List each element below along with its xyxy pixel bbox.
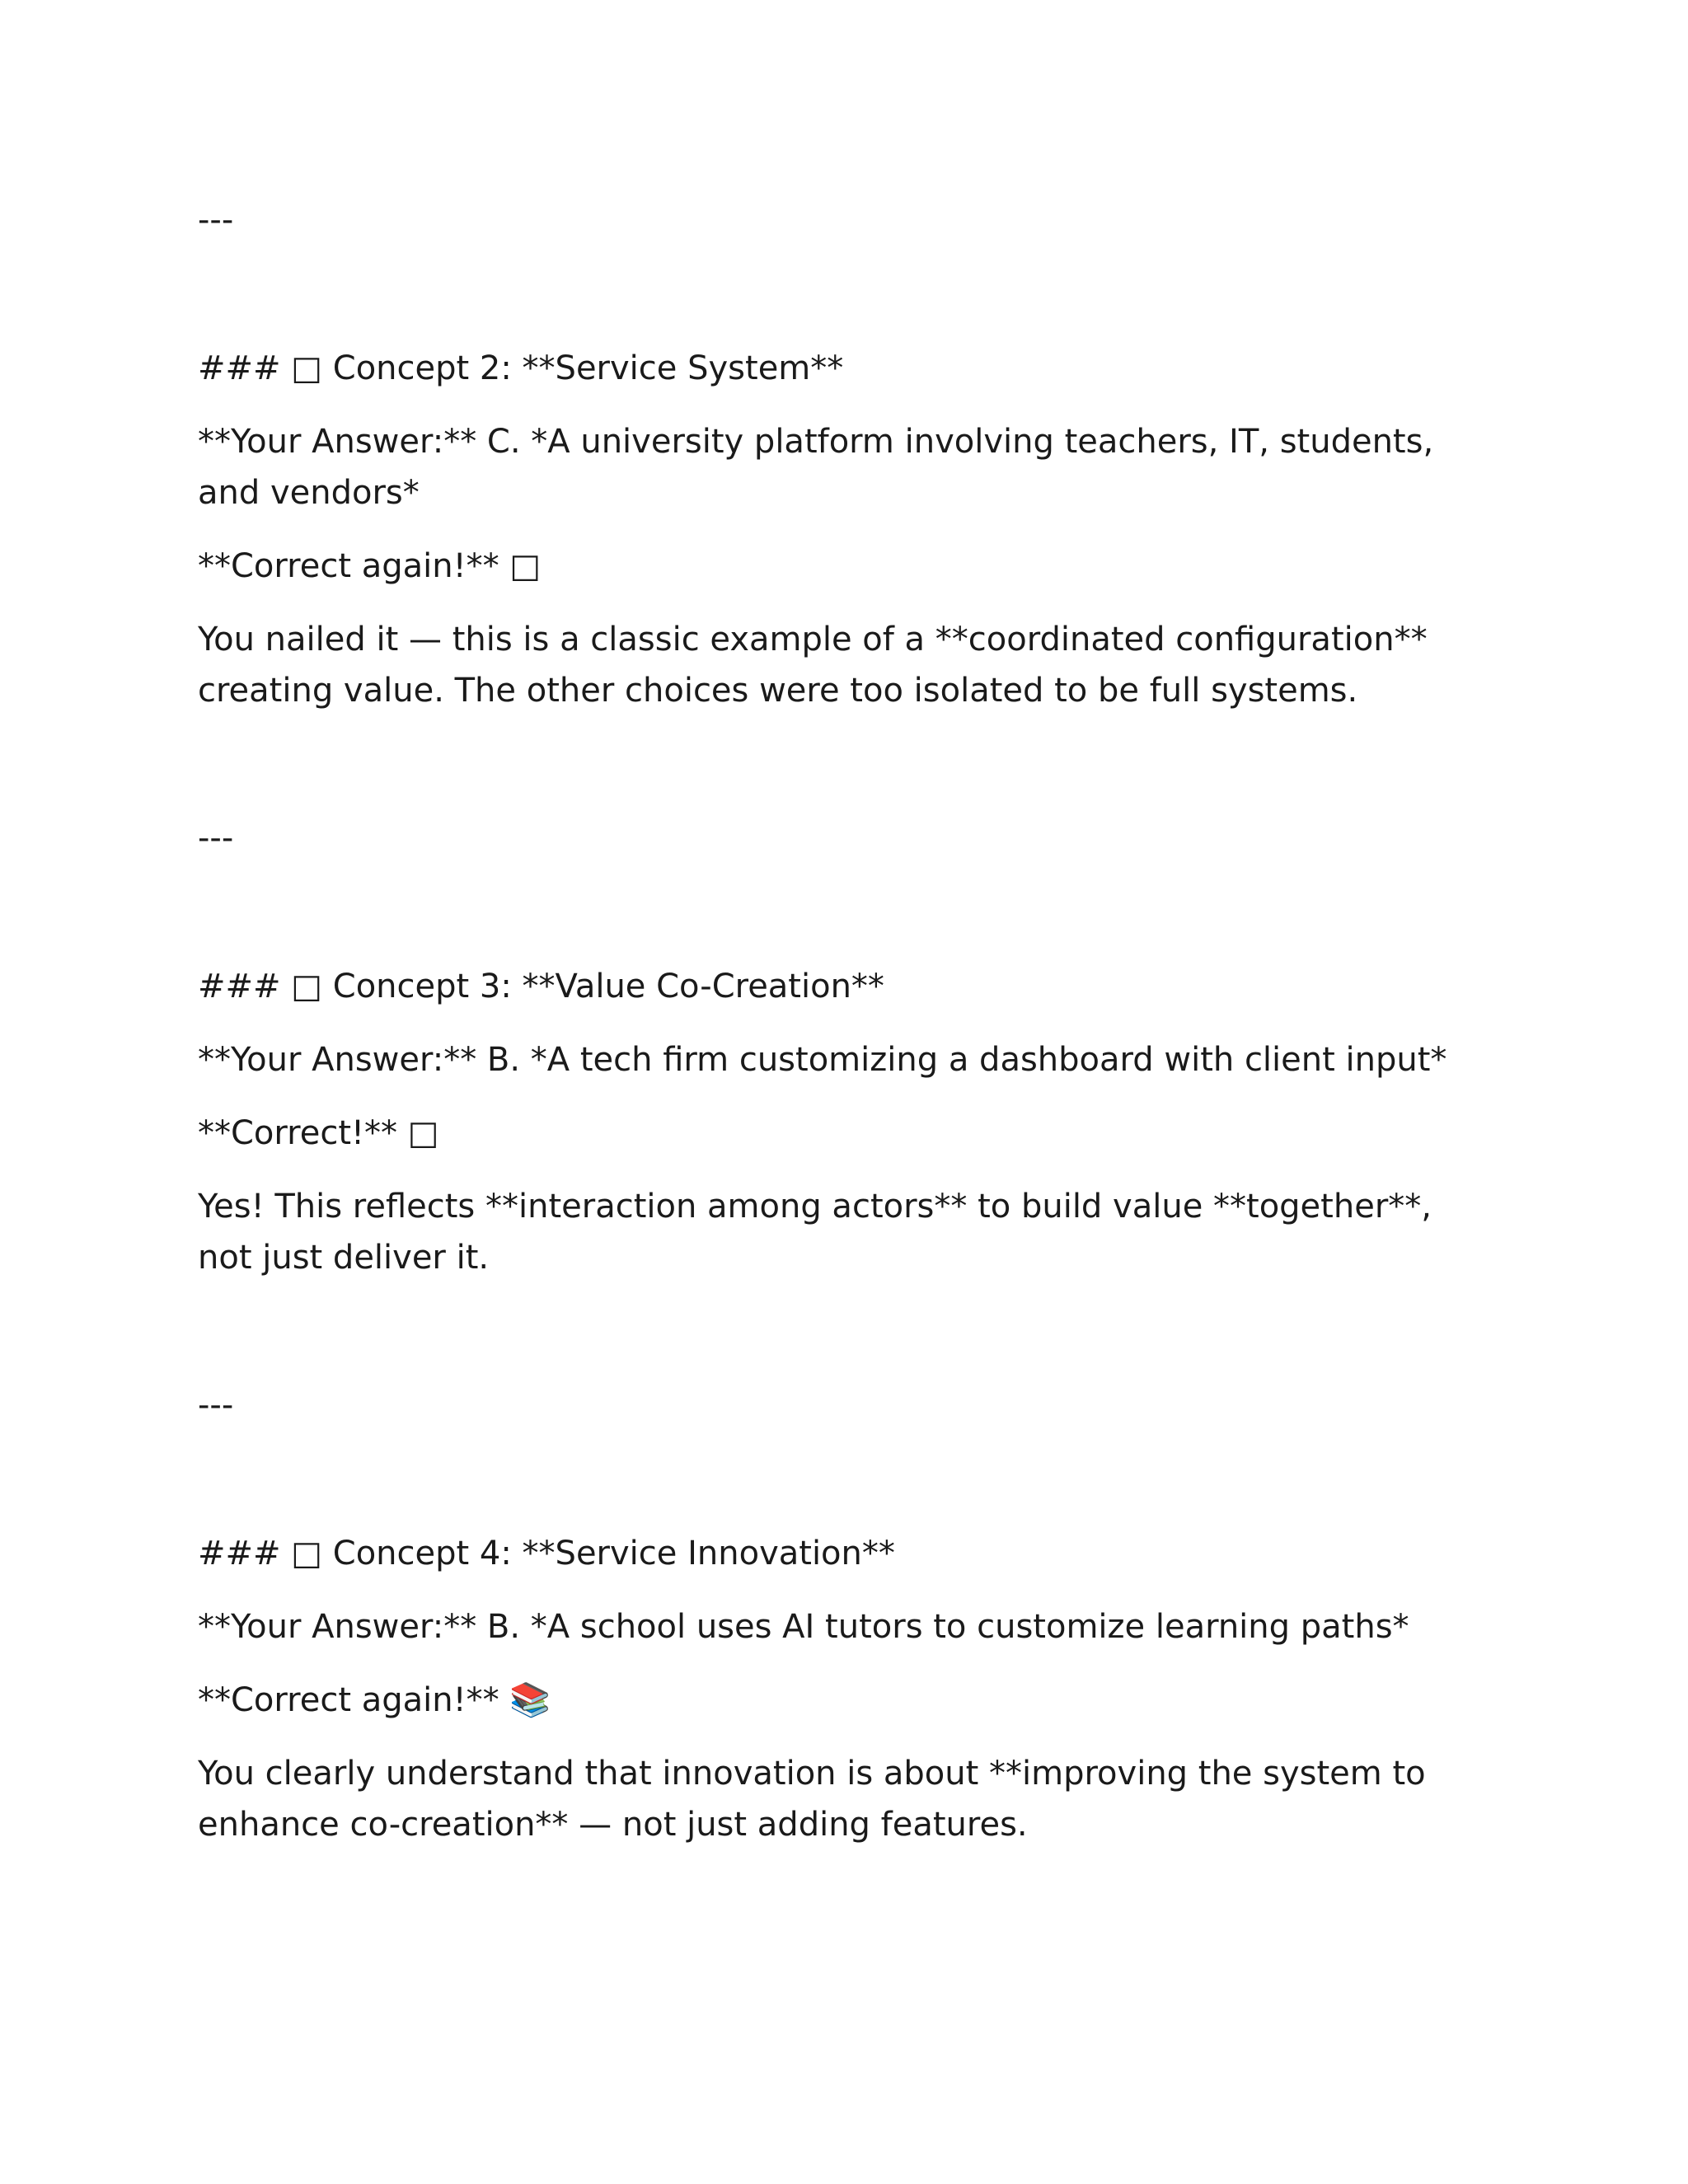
concept-4-heading: ### □ Concept 4: **Service Innovation** (198, 1535, 895, 1572)
divider: --- (198, 1386, 234, 1424)
concept-2-answer: **Your Answer:** C. *A university platform involving teachers, IT, students, and vendors* (198, 423, 1434, 512)
concept-4-verdict: **Correct again!** 📚 (198, 1681, 551, 1719)
concept-3-explanation: Yes! This reflects **interaction among actors** to build value **together**, not just deliver it. (198, 1188, 1432, 1277)
divider: --- (198, 201, 234, 239)
concept-3-verdict: **Correct!** □ (198, 1114, 439, 1152)
concept-4-explanation: You clearly understand that innovation is about **improving the system to enhance co-creation** — not just adding features. (198, 1755, 1426, 1844)
concept-3-heading: ### □ Concept 3: **Value Co-Creation** (198, 968, 884, 1005)
concept-3-answer: **Your Answer:** B. *A tech firm customizing a dashboard with client input* (198, 1041, 1447, 1079)
concept-2-heading: ### □ Concept 2: **Service System** (198, 349, 844, 387)
concept-2-verdict: **Correct again!** □ (198, 547, 542, 585)
divider: --- (198, 819, 234, 857)
concept-4-answer: **Your Answer:** B. *A school uses AI tutors to customize learning paths* (198, 1608, 1409, 1646)
concept-2-explanation: You nailed it — this is a classic example of a **coordinated configuration** creating value. The other choices were too isolated to be full systems. (198, 621, 1428, 710)
